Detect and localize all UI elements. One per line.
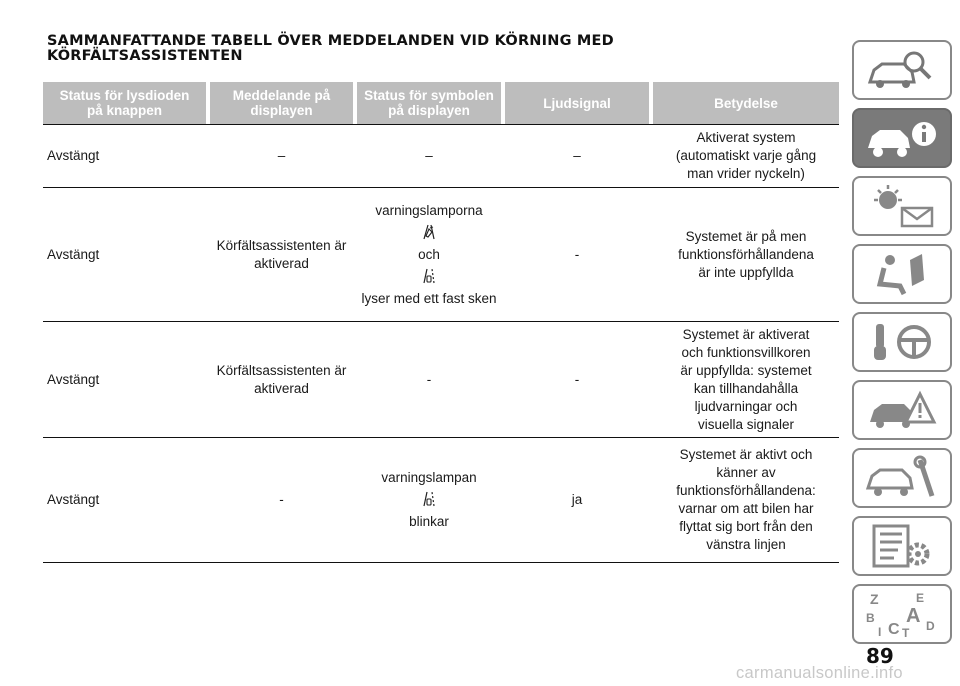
- header-display-message: [210, 82, 353, 124]
- title-line-1: SAMMANFATTANDE TABELL ÖVER MEDDELANDEN VID KÖRNING MED: [47, 33, 614, 49]
- index-letter: C: [888, 621, 900, 638]
- symbol-text-bottom: blinkar: [409, 514, 449, 529]
- watermark: carmanualsonline.info: [736, 664, 903, 682]
- cell-led: Avstängt: [47, 492, 100, 507]
- symbol-text-top: varningslamporna: [375, 202, 483, 218]
- meaning-line: (automatiskt varje gång: [675, 148, 817, 163]
- lane-assist-warning-icon: [422, 224, 436, 240]
- summary-table: [43, 82, 839, 563]
- alphabet-index-icon: [862, 590, 942, 638]
- message-line: Körfältsassistenten är: [216, 237, 347, 253]
- header-sound-signal: Ljudsignal: [505, 82, 649, 124]
- car-info-icon: [862, 114, 942, 162]
- lane-departure-icon: [422, 268, 436, 284]
- page-title: [47, 34, 807, 64]
- tab-starting-driving[interactable]: [852, 312, 952, 372]
- message-line: aktiverad: [254, 380, 309, 396]
- meaning-line: känner av: [716, 465, 776, 480]
- meaning-line: Aktiverat system: [696, 130, 796, 145]
- meaning-line: funktionsförhållandena: [678, 246, 814, 262]
- meaning-line: är uppfyllda: systemet: [680, 362, 812, 378]
- header-text: på displayen: [388, 103, 470, 118]
- header-meaning: Betydelse: [653, 82, 839, 124]
- cell-meaning: [653, 322, 839, 437]
- header-text: Meddelande på: [232, 88, 331, 103]
- meaning-line: varnar om att bilen har: [678, 501, 814, 516]
- table-row: [43, 438, 839, 563]
- meaning-line: kan tillhandahålla: [693, 380, 799, 396]
- message-line: Körfältsassistenten är: [216, 362, 347, 378]
- tab-car-overview[interactable]: [852, 40, 952, 100]
- header-symbol-status: [357, 82, 501, 124]
- meaning-line: och funktionsvillkoren: [681, 344, 811, 360]
- cell-symbol: -: [426, 371, 432, 387]
- lane-departure-icon: [422, 491, 436, 507]
- car-warning-icon: [862, 386, 942, 434]
- seat-airbag-icon: [862, 250, 942, 298]
- cell-led: Avstängt: [47, 371, 100, 387]
- cell-sound: -: [574, 246, 580, 262]
- table-row: [43, 188, 839, 322]
- table-header-row: [43, 82, 839, 124]
- index-letter: A: [906, 605, 921, 627]
- tab-maintenance[interactable]: [852, 448, 952, 508]
- light-envelope-icon: [862, 182, 942, 230]
- cell-symbol: [357, 438, 501, 562]
- header-text: på knappen: [86, 103, 162, 118]
- meaning-line: man vrider nyckeln): [687, 166, 805, 181]
- symbol-text-top: varningslampan: [381, 470, 477, 485]
- table-row: [43, 125, 839, 188]
- tab-lights-messages[interactable]: [852, 176, 952, 236]
- header-text: displayen: [250, 103, 313, 118]
- tab-emergency[interactable]: [852, 380, 952, 440]
- symbol-text-mid: och: [418, 246, 440, 262]
- list-gear-icon: [862, 522, 942, 570]
- meaning-line: ljudvarningar och: [694, 398, 798, 414]
- cell-message: [210, 188, 353, 321]
- index-letter: I: [878, 625, 882, 638]
- table-row: [43, 322, 839, 438]
- cell-meaning: [653, 188, 839, 321]
- index-letter: T: [902, 626, 910, 638]
- cell-meaning: [653, 125, 839, 187]
- index-letter: E: [916, 591, 925, 605]
- index-letter: B: [866, 611, 875, 625]
- meaning-line: flyttat sig bort från den: [679, 519, 813, 534]
- header-led-status: [43, 82, 206, 124]
- cell-meaning: [653, 438, 839, 562]
- index-letter: D: [926, 619, 935, 633]
- cell-message: -: [279, 492, 284, 507]
- tab-technical-data[interactable]: [852, 516, 952, 576]
- index-letter: Z: [870, 591, 879, 607]
- meaning-line: är inte uppfyllda: [698, 264, 794, 280]
- cell-sound: -: [574, 371, 580, 387]
- cell-message: –: [277, 148, 286, 163]
- meaning-line: funktionsförhållandena:: [676, 483, 816, 498]
- meaning-line: Systemet är aktiverat: [682, 326, 810, 342]
- symbol-text-bottom: lyser med ett fast sken: [361, 290, 497, 306]
- cell-led: Avstängt: [47, 246, 100, 262]
- car-magnifier-icon: [862, 46, 942, 94]
- cell-message: [210, 322, 353, 437]
- key-steering-wheel-icon: [862, 318, 942, 366]
- cell-symbol: [357, 188, 501, 321]
- cell-led: Avstängt: [47, 148, 100, 163]
- meaning-line: visuella signaler: [697, 416, 795, 432]
- tab-index[interactable]: [852, 584, 952, 644]
- message-line: aktiverad: [254, 255, 309, 271]
- meaning-line: Systemet är på men: [685, 228, 807, 244]
- tab-safety[interactable]: [852, 244, 952, 304]
- tab-car-info[interactable]: [852, 108, 952, 168]
- car-wrench-icon: [862, 454, 942, 502]
- page-number: 89: [866, 644, 894, 668]
- cell-symbol: –: [425, 148, 433, 163]
- cell-sound: –: [573, 148, 581, 163]
- cell-sound: ja: [571, 492, 583, 507]
- meaning-line: vänstra linjen: [706, 537, 786, 552]
- header-text: Status för lysdioden: [59, 88, 190, 103]
- title-line-2: KÖRFÄLTSASSISTENTEN: [47, 48, 243, 64]
- meaning-line: Systemet är aktivt och: [679, 447, 813, 462]
- header-text: Status för symbolen: [364, 88, 494, 103]
